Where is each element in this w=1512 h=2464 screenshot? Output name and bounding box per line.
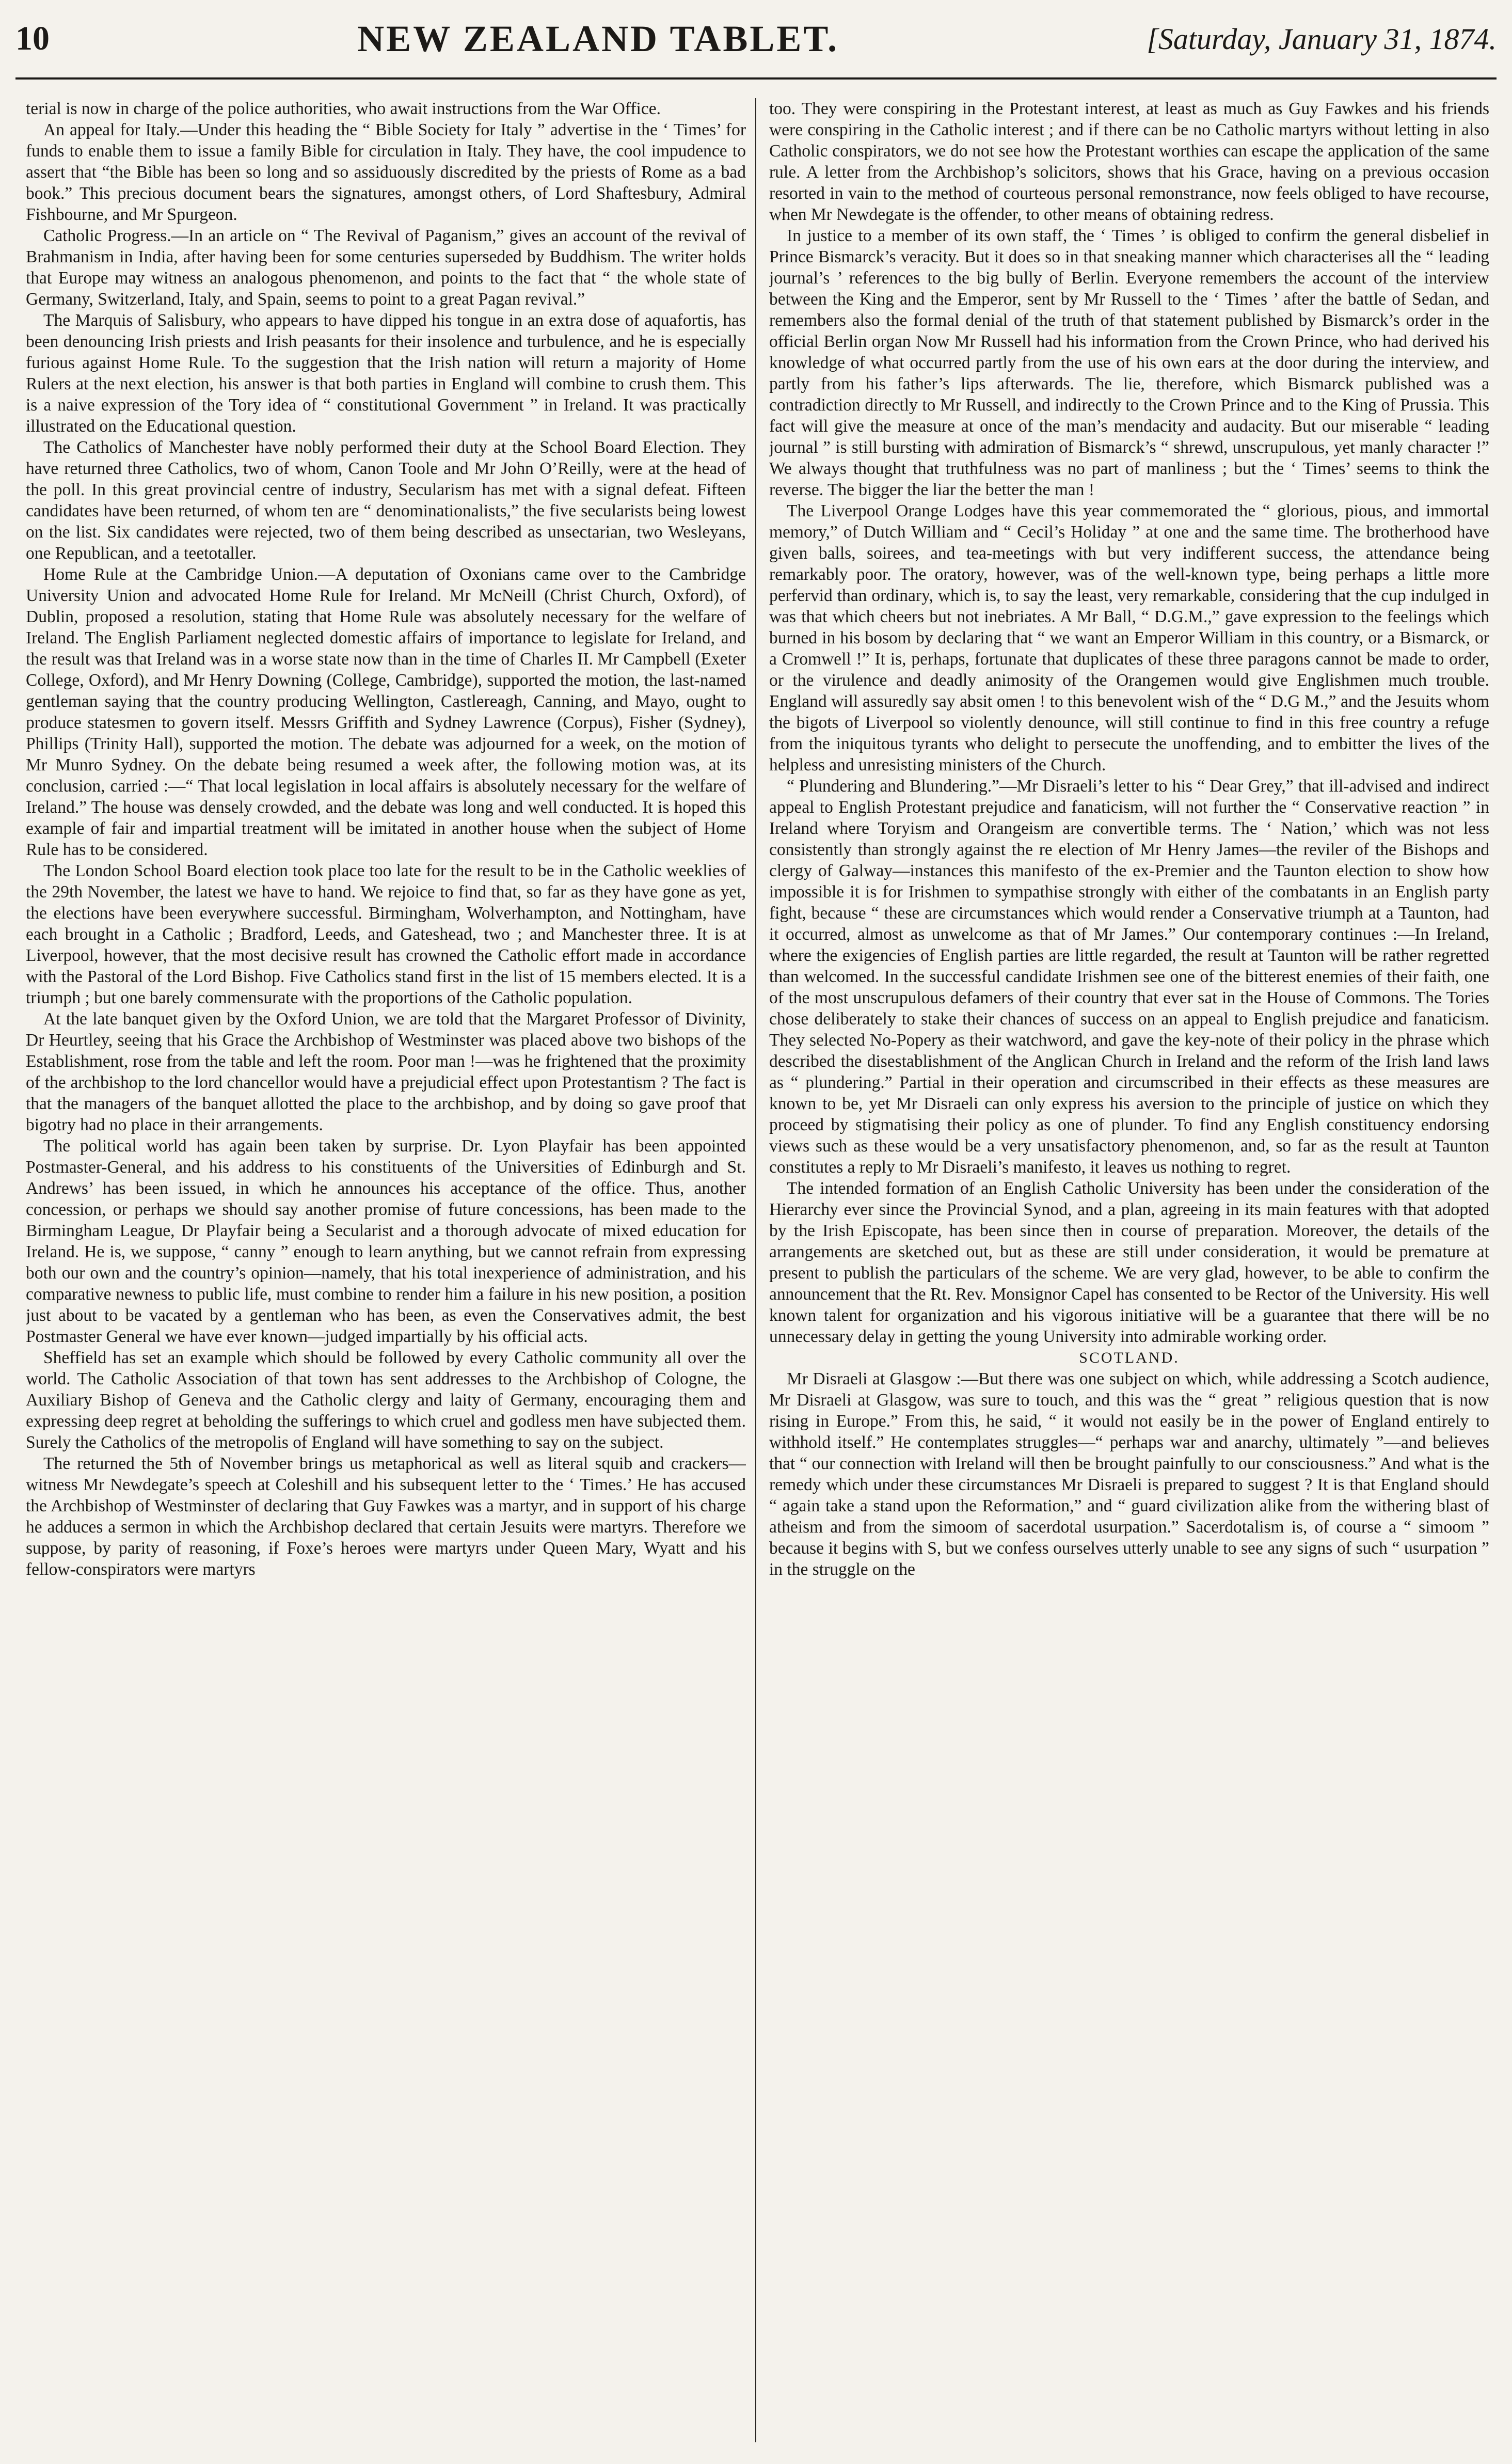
article-paragraph: At the late banquet given by the Oxford Union, we are told that the Margaret Professor of Divinity, Dr Heurtley, seeing that his Grace the Archbishop of Westminster was placed above two bishops of the Establishment, rose from the table and left the room. Poor man !—was he frightened that the proximity of the archbishop to the lord chancellor would have a prejudicial effect upon Protestantism ? The fact is that the managers of the banquet allotted the place to the archbishop, and by doing so gave proof that bigotry had no place in their arrangements. [26,1009,746,1134]
article-paragraph: The Catholics of Manchester have nobly performed their duty at the School Board Election. They have returned three Catholics, two of whom, Canon Toole and Mr John O’Reilly, were at the head of the poll. In this great provincial centre of industry, Secularism has met with a signal defeat. Fifteen candidates have been returned, of whom ten are “ denominationalists,” the five secularists being lowest on the list. Six candidates were rejected, two of them being described as unsectarian, two Wesleyans, one Republican, and a teetotaller. [26,438,746,563]
article-paragraph: Catholic Progress.—In an article on “ The Revival of Paganism,” gives an account of the revival of Brahmanism in India, after having been for some centuries superseded by Buddhism. The writer holds that Europe may witness an analogous phenomenon, and points to the fact that “ the whole state of Germany, Switzerland, Italy, and Spain, seems to point to a great Pagan revival.” [26,226,746,309]
left-column [26,98,746,2453]
article-paragraph: The returned the 5th of November brings us metaphorical as well as literal squib and crackers—witness Mr Newdegate’s speech at Coleshill and his subsequent letter to the ‘ Times.’ He has accused the Archbishop of Westminster of declaring that Guy Fawkes was a martyr, and in support of his charge he adduces a sermon in which the Archbishop declared that certain Jesuits were martyrs. Therefore we suppose, by parity of reasoning, if Foxe’s heroes were martyrs under Queen Mary, Wyatt and his fellow-conspirators were martyrs [26,1454,746,1579]
issue-date: [Saturday, January 31, 1874. [1147,22,1497,56]
article-paragraph: The London School Board election took place too late for the result to be in the Catholic weeklies of the 29th November, the latest we have to hand. We rejoice to find that, so far as they have gone as yet, the elections have been everywhere successful. Birmingham, Wolverhampton, and Nottingham, have each brought in a Catholic ; Bradford, Leeds, and Gateshead, two ; and Manchester three. It is at Liverpool, however, that the most decisive result has crowned the Catholic effort made in accordance with the Pastoral of the Lord Bishop. Five Catholics stand first in the list of 15 members elected. It is a triumph ; but one barely commensurate with the proportions of the Catholic population. [26,861,746,1007]
section-heading: SCOTLAND. [1079,1349,1180,1366]
header-rule [15,77,1497,80]
article-paragraph: An appeal for Italy.—Under this heading the “ Bible Society for Italy ” advertise in the ‘ Times’ for funds to enable them to issue a family Bible for circulation in Italy. They have, the cool impudence to assert that “the Bible has been so long and so assiduously discredited by the priests of Rome as a bad book.” This precious document bears the signatures, amongst others, of Lord Shaftesbury, Admiral Fishbourne, and Mr Spurgeon. [26,120,746,224]
article-paragraph: Sheffield has set an example which should be followed by every Catholic community all over the world. The Catholic Association of that town has sent addresses to the Archbishop of Cologne, the Auxiliary Bishop of Geneva and the Catholic clergy and laity of Germany, encouraging them and expressing deep regret at beholding the sufferings to which cruel and godless men have subjected them. Surely the Catholics of the metropolis of England will have something to say on the subject. [26,1348,746,1452]
column-divider [755,98,756,2442]
article-paragraph: The Liverpool Orange Lodges have this year commemorated the “ glorious, pious, and immortal memory,” of Dutch William and “ Cecil’s Holiday ” at one and the same time. The brotherhood have given balls, soirees, and tea-meetings with but very indifferent success, the attendance being remarkably poor. The oratory, however, was of the well-known type, being perhaps a little more perfervid than ordinary, which is, to say the least, very remarkable, considering that the cup indulged in was that which cheers but not inebriates. A Mr Ball, “ D.G.M.,” gave expression to the feelings which burned in his bosom by declaring that “ we want an Emperor William in this country, or a Bismarck, or a Cromwell !” It is, perhaps, fortunate that duplicates of these three paragons cannot be made to order, or the virulence and deadly animosity of the Orangemen would give Englishmen much trouble. England will assuredly say absit omen ! to this benevolent wish of the “ D.G M.,” and the Jesuits whom the bigots of Liverpool so violently denounce, will still continue to find in this free country a refuge from the iniquitous tyrants who delight to persecute the unoffending, and to embitter the lives of the helpless and unresisting ministers of the Church. [769,501,1489,775]
article-paragraph: too. They were conspiring in the Protestant interest, at least as much as Guy Fawkes and his friends were conspiring in the Catholic interest ; and if there can be no Catholic martyrs without letting in also Catholic conspirators, we do not see how the Protestant worthies can escape the application of the same rule. A letter from the Archbishop’s solicitors, shows that his Grace, having on a previous occasion resorted in vain to the method of courteous personal remonstrance, now feels obliged to have recourse, when Mr Newdegate is the offender, to other means of obtaining redress. [769,99,1489,224]
article-paragraph: In justice to a member of its own staff, the ‘ Times ’ is obliged to confirm the general disbelief in Prince Bismarck’s veracity. But it does so in that sneaking manner which characterises all the “ leading journal’s ’ references to the big bully of Berlin. Everyone remembers the account of the interview between the King and the Emperor, sent by Mr Russell to the ‘ Times ’ after the battle of Sedan, and remembers also the formal denial of the truth of that statement published by Bismarck’s order in the official Berlin organ Now Mr Russell had his information from the Crown Prince, who had derived his knowledge of what occurred partly from the use of his own ears at the door during the interview, and partly from his father’s lips afterwards. The lie, therefore, which Bismarck published was a contradiction directly to Mr Russell, and indirectly to the Crown Prince and to the King of Prussia. This fact will give the measure at once of the man’s mendacity and audacity. But our miserable “ leading journal ” is still bursting with admiration of Bismarck’s “ shrewd, unscrupulous, yet manly character !” We always thought that truthfulness was no part of manliness ; but the ‘ Times’ seems to think the reverse. The bigger the liar the better the man ! [769,226,1489,499]
article-paragraph: terial is now in charge of the police authorities, who await instructions from the War Office. [26,99,661,118]
article-paragraph: Home Rule at the Cambridge Union.—A deputation of Oxonians came over to the Cambridge University Union and advocated Home Rule for Ireland. Mr McNeill (Christ Church, Oxford), of Dublin, proposed a resolution, stating that Home Rule was absolutely necessary for the welfare of Ireland. The English Parliament neglected domestic affairs of importance to legislate for Ireland, and the result was that Ireland was in a worse state now than in the time of Charles II. Mr Campbell (Exeter College, Oxford), and Mr Henry Downing (College, Cambridge), supported the motion, the last-named gentleman saying that the country producing Wellington, Castlereagh, Canning, and Mayo, ought to produce statesmen to govern itself. Messrs Griffith and Sydney Lawrence (Corpus), Fisher (Sydney), Phillips (Trinity Hall), supported the motion. The debate was adjourned for a week, on the motion of Mr Munro Sydney. On the debate being resumed a week after, the following motion was, at its conclusion, carried :—“ That local legislation in local affairs is absolutely necessary for the welfare of Ireland.” The house was densely crowded, and the debate was long and well conducted. It is hoped this example of fair and impartial treatment will be imitated in another house when the subject of Home Rule has to be considered. [26,565,746,859]
article-paragraph: “ Plundering and Blundering.”—Mr Disraeli’s letter to his “ Dear Grey,” that ill-advised and indirect appeal to English Protestant prejudice and fanaticism, will not further the “ Conservative reaction ” in Ireland where Toryism and Orangeism are convertible terms. The ‘ Nation,’ which was not less consistently than strongly against the re election of Mr Henry James—the reviler of the Bishops and clergy of Galway—instances this manifesto of the ex-Premier and the Taunton election to show how impossible it is for Irishmen to sympathise strongly with either of the combatants in an English party fight, because “ these are circumstances which would render a Conservative triumph at a Taunton, had it occurred, almost as unwelcome as that of Mr James.” Our contemporary continues :—In Ireland, where the exigencies of English parties are little regarded, the result at Taunton will be rather regretted than welcomed. In the successful candidate Irishmen see one of the bitterest enemies of their faith, one of the most unscrupulous defamers of their country that ever sat in the House of Commons. The Tories chose deliberately to stake their chances of success on an appeal to English prejudice and fanaticism. They selected No-Popery as their watchword, and gave the key-note of their policy in the phrase which described the disestablishment of the Anglican Church in Ireland and the reform of the Irish land laws as “ plundering.” Partial in their operation and circumscribed in their effects as these measures are known to be, yet Mr Disraeli can only express his aversion to the principle of justice on which they proceed by stigmatising their policy as one of plunder. To find any English constituency endorsing views such as these would be a very unsatisfactory phenomenon, and, so far as the result at Taunton constitutes a reply to Mr Disraeli’s manifesto, it leaves us nothing to regret. [769,777,1489,1177]
masthead [15,10,1497,67]
article-paragraph: The intended formation of an English Catholic University has been under the consideration of the Hierarchy ever since the Provincial Synod, and a plan, agreeing in its main features with that adopted by the Irish Episcopate, has been since then in course of preparation. Moreover, the details of the arrangements are sketched out, but as these are still under consideration, it would be premature at present to publish the particulars of the scheme. We are very glad, however, to be able to confirm the announcement that the Rt. Rev. Monsignor Capel has consented to be Rector of the University. His well known talent for organization and his vigorous initiative will be a guarantee that there will be no unnecessary delay in getting the young University into admirable working order. [769,1179,1489,1346]
right-column [769,98,1489,2453]
page-number: 10 [15,20,50,57]
article-paragraph: The political world has again been taken by surprise. Dr. Lyon Playfair has been appointed Postmaster-General, and his address to his constituents of the Universities of Edinburgh and St. Andrews’ has been issued, in which he announces his acceptance of the office. Thus, another concession, or perhaps we should say another promise of future concessions, has been made to the Birmingham League, Dr Playfair being a Secularist and a thorough advocate of mixed education for Ireland. He is, we suppose, “ canny ” enough to learn anything, but we cannot refrain from expressing both our own and the country’s opinion—namely, that his total inexperience of administration, and his comparative newness to public life, must combine to render him a failure in his new position, a position just about to be vacated by a gentleman who has been, as even the Conservatives admit, the best Postmaster General we have ever known—judged impartially by his official acts. [26,1136,746,1346]
newspaper-title: NEW ZEALAND TABLET. [357,18,839,59]
article-paragraph: Mr Disraeli at Glasgow :—But there was one subject on which, while addressing a Scotch audience, Mr Disraeli at Glasgow, was sure to touch, and this was the “ great ” religious question that is now rising in Europe.” From this, he said, “ it would not easily be in the power of England entirely to withhold itself.” He contemplates struggles—“ perhaps war and anarchy, ultimately ”—and believes that “ our connection with Ireland will then be brought painfully to our consciousness.” And what is the remedy which under these circumstances Mr Disraeli is prepared to suggest ? It is that England should “ again take a stand upon the Reformation,” and “ guard civilization alike from the withering blast of atheism and from the simoom of sacerdotal usurpation.” Sacerdotalism is, of course a “ simoom ” because it begins with S, but we confess ourselves utterly unable to see any signs of such “ usurpation ” in the struggle on the [769,1369,1489,1579]
article-paragraph: The Marquis of Salisbury, who appears to have dipped his tongue in an extra dose of aquafortis, has been denouncing Irish priests and Irish peasants for their insolence and turbulence, and he is especially furious against Home Rule. To the suggestion that the Irish nation will return a majority of Home Rulers at the next election, his answer is that both parties in England will combine to crush them. This is a naive expression of the Tory idea of “ constitutional Government ” in Ireland. It was practically illustrated on the Educational question. [26,311,746,436]
